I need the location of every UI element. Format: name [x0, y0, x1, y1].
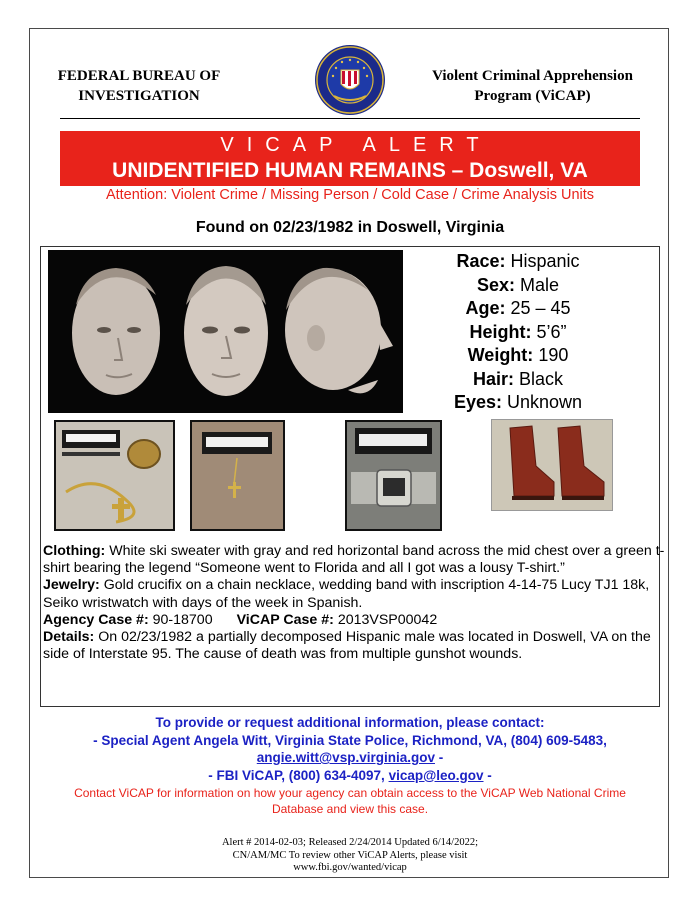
- vicap-email-link[interactable]: vicap@leo.gov: [388, 767, 484, 783]
- section-divider: [40, 246, 660, 247]
- program-name: Violent Criminal Apprehension Program (ViCAP): [432, 68, 633, 104]
- eyes-row: Eyes: Unknown: [453, 392, 583, 412]
- height-row: Height: 5’6”: [469, 321, 567, 342]
- jewelry-paragraph: Jewelry: Gold crucifix on a chain necklace, wedding band with inscription 4-14-75 Lucy TJ1 18k, Seiko wristwatch with days of the week in Spanish.: [43, 577, 650, 611]
- facial-reconstruction-image: [48, 250, 403, 413]
- vicap-access-note: Contact ViCAP for information on how your agency can obtain access to the ViCAP Web National Crime Database and view this case.: [74, 786, 626, 816]
- alert-banner: [60, 131, 640, 186]
- agent-email-link[interactable]: angie.witt@vsp.virginia.gov: [256, 750, 435, 765]
- contact-agent: - Special Agent Angela Witt, Virginia State Police, Richmond, VA, (804) 609-5483,: [93, 732, 607, 748]
- face-left-three-quarter: [72, 268, 160, 395]
- age-row: Age: 25 – 45: [465, 298, 571, 318]
- hair-row: Hair: Black: [472, 368, 564, 389]
- contact-agent-email-line: angie.witt@vsp.virginia.gov -: [256, 750, 444, 765]
- physical-description: [413, 250, 623, 415]
- evidence-photo-wristwatch: [345, 420, 442, 531]
- alert-title: VICAP ALERT: [220, 134, 492, 156]
- fbi-seal-logo: [314, 44, 386, 116]
- left-border: [40, 246, 41, 706]
- alert-subtitle: UNIDENTIFIED HUMAN REMAINS – Doswell, VA: [112, 159, 588, 182]
- contact-vicap: - FBI ViCAP, (800) 634-4097, vicap@leo.gov -: [208, 767, 492, 783]
- evidence-photo-boots: [491, 419, 613, 511]
- contact-intro: To provide or request additional information, please contact:: [155, 715, 545, 730]
- attention-line: Attention: Violent Crime / Missing Person / Cold Case / Crime Analysis Units: [105, 187, 595, 203]
- evidence-photo-ring-crucifix: [54, 420, 175, 531]
- race-row: Race: Hispanic: [456, 251, 580, 271]
- header-divider: [60, 118, 640, 119]
- face-front: [184, 266, 268, 396]
- found-heading: Found on 02/23/1982 in Doswell, Virginia: [195, 219, 505, 236]
- case-numbers: Agency Case #: 90-18700 ViCAP Case #: 2013VSP00042: [43, 611, 438, 628]
- alert-footer: Alert # 2014-02-03; Released 2/24/2014 Updated 6/14/2022; CN/AM/MC To review other ViCAP Alerts, please visit www.fbi.gov/wanted/vicap: [150, 837, 550, 875]
- contact-divider: [40, 706, 660, 707]
- case-description: [43, 543, 665, 663]
- agency-name: FEDERAL BUREAU OF INVESTIGATION: [57, 68, 221, 104]
- evidence-photo-crucifix: [190, 420, 285, 531]
- sex-row: Sex: Male: [476, 274, 560, 295]
- details-paragraph: Details: On 02/23/1982 a partially decomposed Hispanic male was located in Doswell, VA on the side of Interstate 95. The cause of death was from multiple gunshot wounds.: [43, 629, 651, 663]
- contact-block: [40, 714, 660, 784]
- clothing-paragraph: Clothing: White ski sweater with gray and red horizontal band across the mid chest over a green t-shirt bearing the legend “Someone went to Florida and all I got was a lousy T-shirt.”: [43, 543, 665, 577]
- vicap-url-link[interactable]: www.fbi.gov/wanted/vicap: [293, 862, 407, 873]
- weight-row: Weight: 190: [467, 345, 569, 365]
